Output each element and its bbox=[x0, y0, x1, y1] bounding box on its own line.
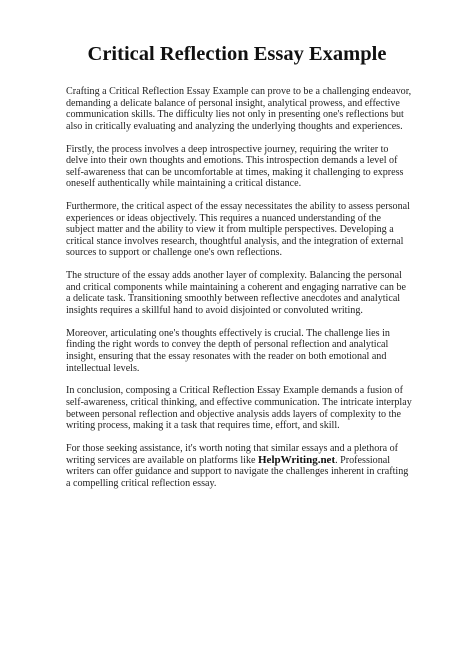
paragraph-intro: Crafting a Critical Reflection Essay Example can prove to be a challenging endeavor, demanding a delicate balance of personal insight, analytical prowess, and effective communication skills. The difficulty lies not only in presenting one's reflections but also in critically evaluating and analyzing the underlying thoughts and experiences. bbox=[66, 86, 412, 132]
closing-text-after-link: . Professional writers can offer guidance and support to navigate the challenges inherent in crafting a compelling critical reflection essay. bbox=[66, 454, 409, 489]
helpwriting-link[interactable]: HelpWriting.net bbox=[258, 453, 336, 466]
paragraph-moreover: Moreover, articulating one's thoughts effectively is crucial. The challenge lies in finding the right words to convey the depth of personal reflection and analytical insight, ensuring that the essay resonates with the reader on both emotional and intellectual levels. bbox=[66, 327, 390, 374]
paragraph-structure: The structure of the essay adds another layer of complexity. Balancing the personal and critical components while maintaining a coherent and engaging narrative can be a delicate task. Transitioning smoothly between reflective anecdotes and analytical insights requires a skillful hand to avoid disjointed or convoluted writing. bbox=[66, 270, 406, 316]
paragraph-firstly: Firstly, the process involves a deep introspective journey, requiring the writer to delve into their own thoughts and emotions. This introspection demands a level of self-awareness that can be uncomfortable at times, making it challenging to express oneself authentically while maintaining a critical distance. bbox=[66, 143, 404, 190]
paragraph-furthermore: Furthermore, the critical aspect of the essay necessitates the ability to assess personal experiences or ideas objectively. This requires a nuanced understanding of the subject matter and the ability to view it from multiple perspectives. Developing a critical stance involves research, thoughtful analysis, and the integration of external sources to support or challenge one's own reflections. bbox=[66, 201, 410, 259]
document-body bbox=[66, 86, 412, 489]
paragraph-conclusion: In conclusion, composing a Critical Reflection Essay Example demands a fusion of self-awareness, critical thinking, and effective communication. The intricate interplay between personal reflection and objective analysis adds layers of complexity to the writing process, making it a task that requires time, effort, and skill. bbox=[66, 385, 412, 432]
paragraph-closing bbox=[66, 443, 412, 489]
closing-text-before-link: For those seeking assistance, it's worth noting that similar essays and a plethora of writing services are available on platforms like bbox=[66, 443, 399, 466]
page-title: Critical Reflection Essay Example bbox=[87, 43, 387, 65]
